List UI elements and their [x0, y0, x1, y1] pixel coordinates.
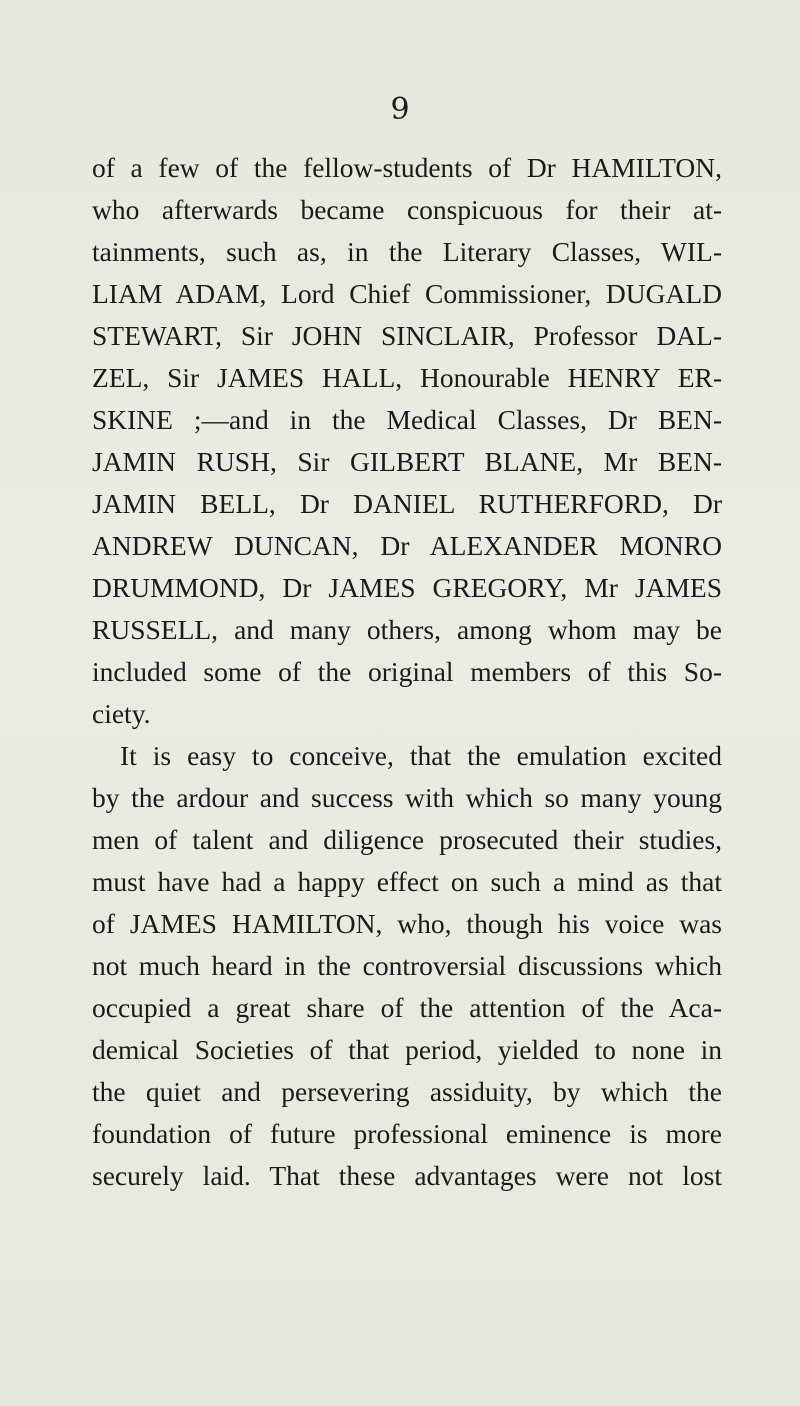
text-line: securely laid. That these advantages were not lost	[92, 1160, 722, 1191]
page-number: 9	[390, 92, 410, 127]
text-line: demical Societies of that period, yielded to none in	[92, 1034, 722, 1065]
text-line: of JAMES HAMILTON, who, though his voice was	[92, 908, 722, 939]
text-line: occupied a great share of the attention of the Aca-	[92, 992, 722, 1023]
text-line: RUSSELL, and many others, among whom may be	[92, 614, 722, 645]
text-line: included some of the original members of this So-	[92, 656, 722, 687]
text-line: not much heard in the controversial discussions which	[92, 950, 722, 981]
text-line: by the ardour and success with which so many young	[92, 782, 722, 813]
text-line: DRUMMOND, Dr JAMES GREGORY, Mr JAMES	[92, 572, 722, 603]
text-line: LIAM ADAM, Lord Chief Commissioner, DUGALD	[92, 278, 722, 309]
text-line: men of talent and diligence prosecuted their studies,	[92, 824, 722, 855]
text-line: STEWART, Sir JOHN SINCLAIR, Professor DAL-	[92, 320, 722, 351]
text-line: tainments, such as, in the Literary Classes, WIL-	[92, 236, 722, 267]
text-line: It is easy to conceive, that the emulation excited	[120, 740, 722, 771]
text-line: must have had a happy effect on such a mind as that	[92, 866, 722, 897]
text-line: SKINE ;—and in the Medical Classes, Dr BEN-	[92, 404, 722, 435]
text-line: JAMIN BELL, Dr DANIEL RUTHERFORD, Dr	[92, 488, 722, 519]
text-line: ciety.	[92, 698, 151, 729]
text-line: the quiet and persevering assiduity, by which the	[92, 1076, 722, 1107]
text-line: who afterwards became conspicuous for their at-	[92, 194, 722, 225]
text-line: JAMIN RUSH, Sir GILBERT BLANE, Mr BEN-	[92, 446, 722, 477]
text-line: ANDREW DUNCAN, Dr ALEXANDER MONRO	[92, 530, 722, 561]
text-line: foundation of future professional eminence is more	[92, 1118, 722, 1149]
text-line: of a few of the fellow-students of Dr HAMILTON,	[92, 152, 722, 183]
text-line: ZEL, Sir JAMES HALL, Honourable HENRY ER-	[92, 362, 722, 393]
